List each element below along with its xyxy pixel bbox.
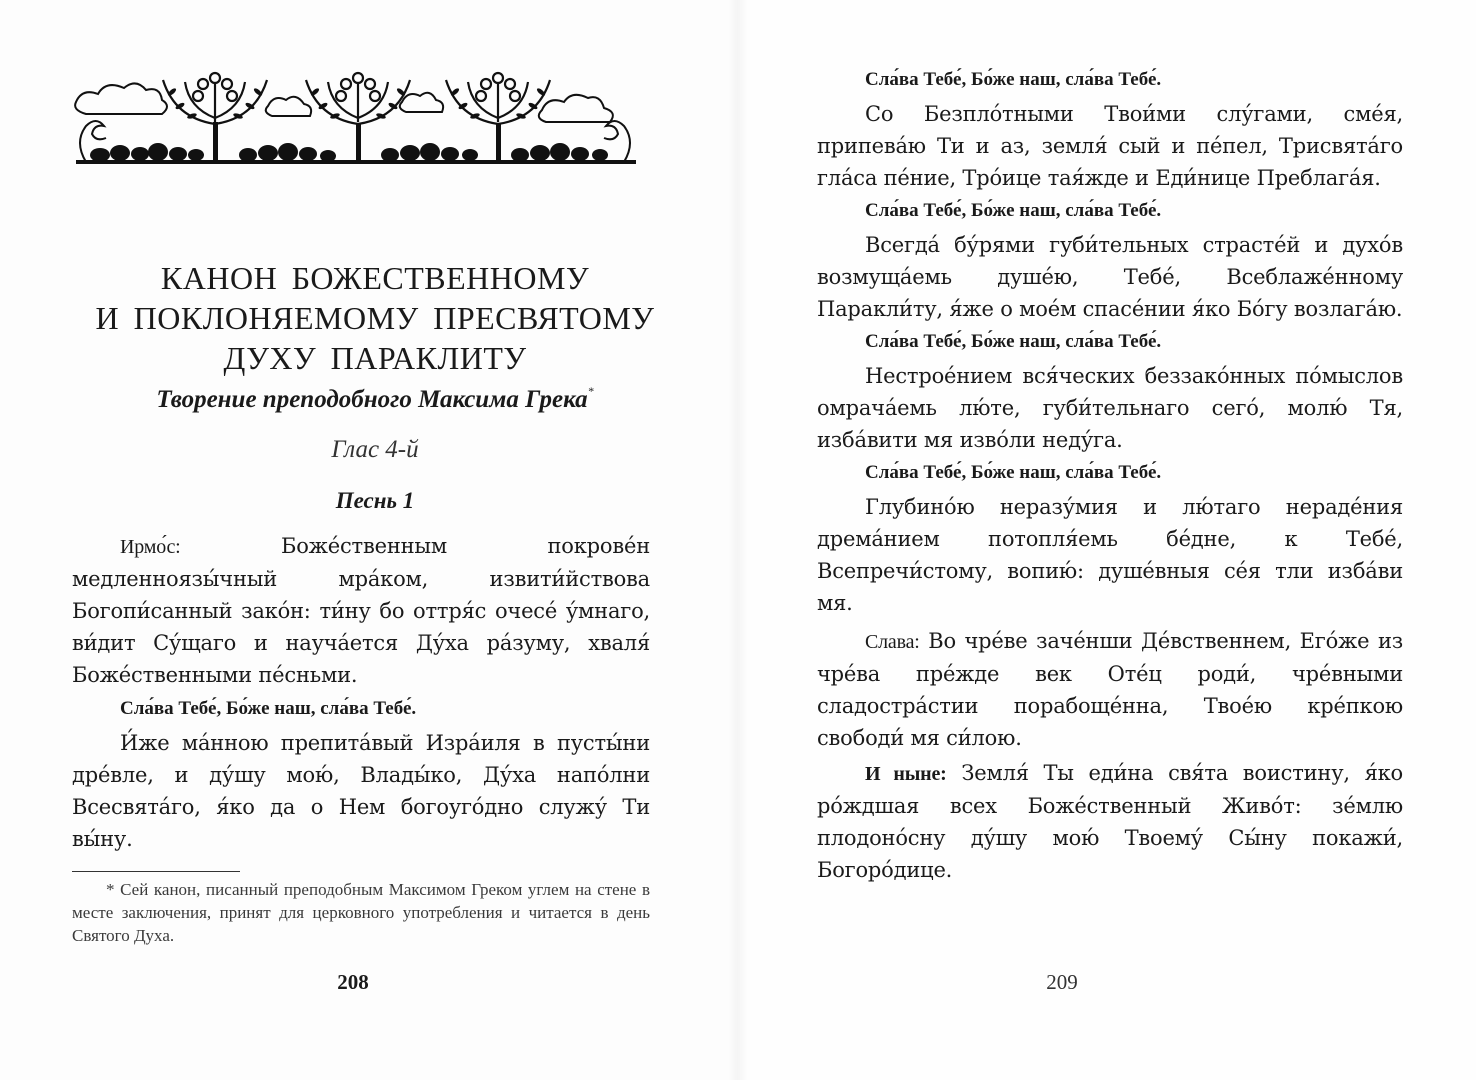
right-page: [738, 0, 1476, 1080]
refrain: Сла́ва Тебе́, Бо́же наш, сла́ва Тебе́.: [865, 462, 1162, 483]
irmos-text: Боже́ственным покрове́н медленноязы́чный мра́ком, извити́йствова Богопи́санный зако́н: ти́ну бо оттря́с очесе́ у́мнаго, ви́дит Су́щаго и научáется Ду́ха ра́зуму, хваля́ Боже́ственными пе́сньми.: [72, 534, 650, 687]
refrain: Сла́ва Тебе́, Бо́же наш, сла́ва Тебе́.: [120, 698, 417, 719]
troparion: Глубино́ю неразу́мия и лю́таго нераде́ния дрема́нием потопля́емь бе́дне, к Тебе́, Всепречи́стому, вопию́: душе́вныя се́я тли изба́ви мя.: [817, 495, 1403, 615]
troparion: Всегда́ бу́рями губи́тельных страсте́й и духо́в возмуща́емь душе́ю, Тебе́, Всеблаже́нному Паракли́ту, я́же о мое́м спасе́нии я́ко Бо́гу возлага́ю.: [817, 233, 1403, 321]
footnote-divider: [72, 871, 240, 872]
theotokion-stanza: [817, 757, 1403, 886]
subtitle-text: Творение преподобного Максима Грека: [156, 386, 588, 413]
now-label: И ныне:: [865, 763, 947, 785]
ode-heading: Песнь 1: [335, 488, 415, 513]
author-subtitle: [68, 386, 682, 414]
refrain: Сла́ва Тебе́, Бо́же наш, сла́ва Тебе́.: [865, 69, 1162, 90]
title-line-2: И ПОКЛОНЯЕМОМУ ПРЕСВЯТОМУ: [95, 300, 655, 336]
page-number-left: 208: [337, 970, 369, 994]
glory-label: Слава:: [865, 631, 920, 653]
title-line-1: КАНОН БОЖЕСТВЕННОМУ: [160, 260, 590, 296]
troparion: И́же ма́нною препита́вый Изра́иля в пусты́ни дре́вле, и ду́шу мою́, Влады́ко, Ду́ха напо́лни Всесвята́го, я́ко да о Нем богоуго́дно служу́ Ти вы́ну.: [72, 731, 650, 851]
left-page-body: [72, 530, 650, 855]
footnote-marker: *: [587, 384, 594, 398]
page-number-right: 209: [1046, 970, 1078, 994]
tone-heading: Глас 4-й: [331, 436, 419, 463]
troparion: Со Безпло́тными Твои́ми слу́гами, сме́я, припева́ю Ти и аз, земля́ сый и пе́пел, Трисвята́го гла́са пе́ние, Тро́ице тая́жде и Еди́нице Преблага́я.: [817, 102, 1403, 190]
footnote: * Сей канон, писанный преподобным Максимом Греком углем на стене в месте заключения, принят для церковного употребления и читается в день Святого Духа.: [72, 880, 650, 945]
refrain: Сла́ва Тебе́, Бо́же наш, сла́ва Тебе́.: [865, 200, 1162, 221]
irmos-label: Ирмо́с:: [120, 536, 181, 558]
ornament-trees-icon: [72, 62, 640, 170]
now-text: Земля́ Ты еди́на свя́та воистину, я́ко ро́ждшая всех Боже́ственный Живо́т: зе́млю плодоно́сну ду́шу мою́ Твоему́ Сы́ну покажи́, Богоро́дице.: [817, 761, 1403, 882]
title-line-3: ДУХУ ПАРАКЛИТУ: [223, 340, 527, 376]
canon-title: [68, 258, 682, 378]
troparion: Нестрое́нием вся́ческих беззако́нных по́мыслов омрача́емь лю́те, губи́тельнаго сего́, молю́ Тя, изба́вити мя изво́ли неду́га.: [817, 364, 1403, 452]
refrain: Сла́ва Тебе́, Бо́же наш, сла́ва Тебе́.: [865, 331, 1162, 352]
right-page-body: [817, 64, 1403, 889]
book-gutter: [728, 0, 748, 1080]
irmos-stanza: [72, 530, 650, 691]
glory-stanza: [817, 625, 1403, 754]
glory-text: Во чре́ве заче́нши Де́вственнем, Его́же из чре́ва пре́жде век Оте́ц роди́, чре́вными сладостра́стии порабоще́нна, Твое́ю кре́пкою свободи́ мя си́лою.: [817, 629, 1403, 750]
